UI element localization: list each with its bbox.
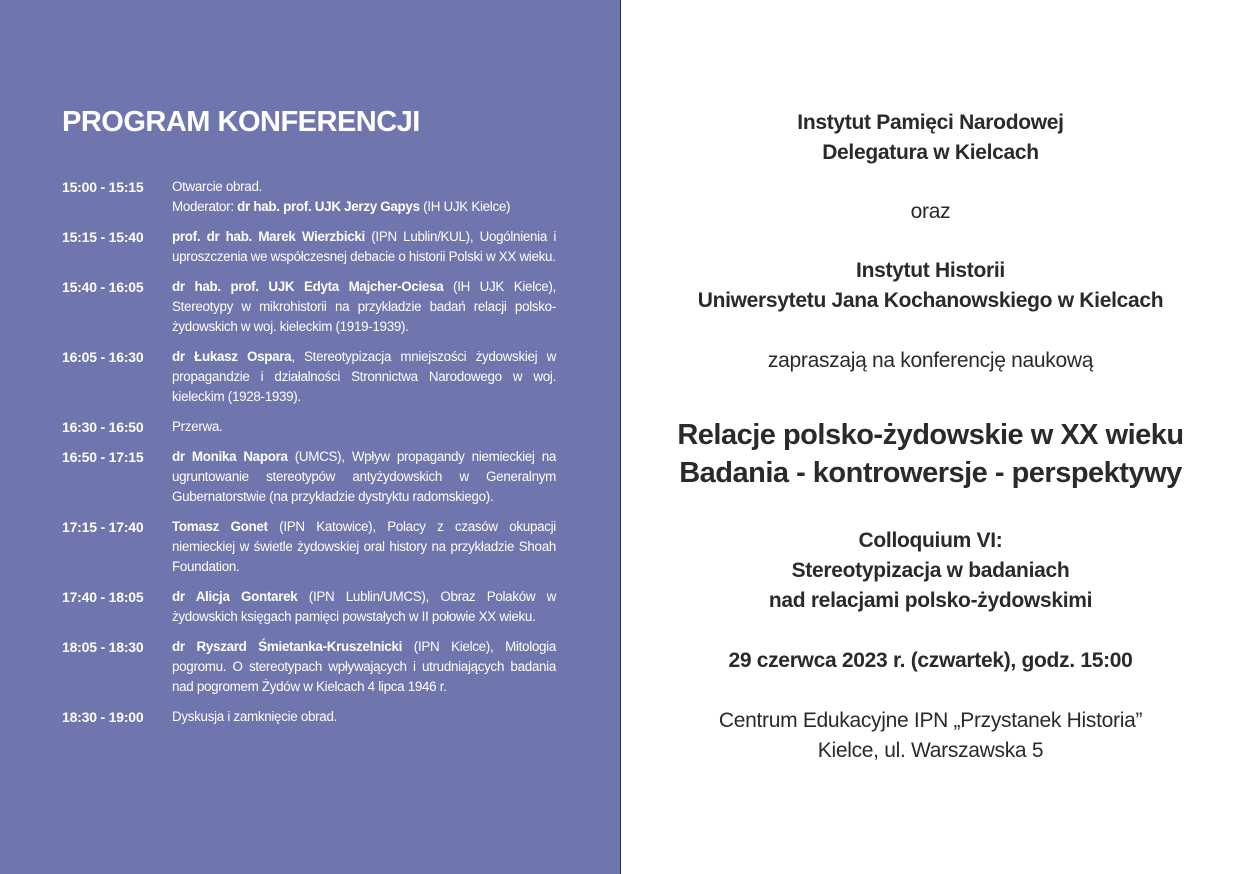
schedule-row xyxy=(62,707,556,727)
schedule-time: 16:05 - 16:30 xyxy=(62,349,144,365)
speaker-name: dr Łukasz Ospara xyxy=(172,349,292,364)
schedule-description xyxy=(172,417,556,437)
schedule-time: 16:30 - 16:50 xyxy=(62,419,144,435)
speaker-name: Tomasz Gonet xyxy=(172,519,268,534)
venue-block xyxy=(621,706,1240,766)
organizer-ipn-branch: Delegatura w Kielcach xyxy=(822,141,1039,164)
schedule-row xyxy=(62,517,556,577)
schedule-row xyxy=(62,587,556,627)
colloquium-theme-line1: Stereotypizacja w badaniach xyxy=(791,559,1070,582)
speaker-name: dr Monika Napora xyxy=(172,449,288,464)
description-text: (IH UJK Kielce), Stereotypy w mikrohistorii na przykładzie badań relacji polsko-żydowskich w woj. kieleckim (1919-1939). xyxy=(172,279,556,334)
venue-address: Kielce, ul. Warszawska 5 xyxy=(817,739,1044,762)
schedule-list xyxy=(62,177,556,737)
schedule-row xyxy=(62,277,556,337)
schedule-time: 15:00 - 15:15 xyxy=(62,179,144,195)
schedule-description xyxy=(172,707,556,727)
description-text: Dyskusja i zamknięcie obrad. xyxy=(172,709,338,724)
conjunction-text: oraz xyxy=(910,200,951,223)
description-text: (IH UJK Kielce) xyxy=(419,199,511,214)
description-text: (IPN Lublin/KUL), Uogólnienia i uproszczenia we współczesnej debacie o historii Polski w XX wieku. xyxy=(172,229,556,264)
schedule-description xyxy=(172,637,556,697)
description-text: Otwarcie obrad. xyxy=(172,179,263,194)
conference-subtitle: Badania - kontrowersje - perspektywy xyxy=(679,457,1182,489)
schedule-row xyxy=(62,417,556,437)
schedule-time: 18:05 - 18:30 xyxy=(62,639,144,655)
schedule-time: 17:15 - 17:40 xyxy=(62,519,144,535)
venue-name: Centrum Edukacyjne IPN „Przystanek Historia” xyxy=(718,709,1143,732)
event-date: 29 czerwca 2023 r. (czwartek), godz. 15:00 xyxy=(728,649,1133,672)
description-text: (IPN Katowice), Polacy z czasów okupacji niemieckiej w świetle żydowskiej oral history na przykładzie Shoah Foundation. xyxy=(172,519,556,574)
description-text: , Stereotypizacja mniejszości żydowskiej w propagandzie i działalności Stronnictwa Narodowego w woj. kieleckim (1928-1939). xyxy=(172,349,556,404)
colloquium-theme-line2: nad relacjami polsko-żydowskimi xyxy=(768,589,1093,612)
schedule-row xyxy=(62,177,556,217)
colloquium-number: Colloquium VI: xyxy=(858,529,1003,552)
schedule-description xyxy=(172,177,556,217)
organizer-ipn-name: Instytut Pamięci Narodowej xyxy=(797,111,1064,134)
speaker-name: dr Alicja Gontarek xyxy=(172,589,298,604)
schedule-time: 18:30 - 19:00 xyxy=(62,709,144,725)
invitation-text: zapraszają na konferencję naukową xyxy=(767,349,1094,372)
program-title: PROGRAM KONFERENCJI xyxy=(62,106,420,138)
organizer-ipn xyxy=(621,108,1240,168)
description-text: (UMCS), Wpływ propagandy niemieckiej na ugruntowanie stereotypów antyżydowskich w Generalnym Gubernatorstwie (na przykładzie dystryktu radomskiego). xyxy=(172,449,556,504)
speaker-name: dr Ryszard Śmietanka-Kruszelnicki xyxy=(172,639,403,654)
schedule-row xyxy=(62,637,556,697)
schedule-time: 16:50 - 17:15 xyxy=(62,449,144,465)
speaker-name: dr hab. prof. UJK Edyta Majcher-Ociesa xyxy=(172,279,444,294)
schedule-time: 17:40 - 18:05 xyxy=(62,589,144,605)
organizer-ujk xyxy=(621,256,1240,316)
description-text: (IPN Kielce), Mitologia pogromu. O stereotypach wpływających i utrudniających badania nad pogromem Żydów w Kielcach 4 lipca 1946 r. xyxy=(172,639,556,694)
conference-title xyxy=(621,416,1240,492)
schedule-time: 15:15 - 15:40 xyxy=(62,229,144,245)
schedule-row xyxy=(62,227,556,267)
schedule-time: 15:40 - 16:05 xyxy=(62,279,144,295)
schedule-description xyxy=(172,447,556,507)
schedule-description xyxy=(172,587,556,627)
organizer-ujk-institute: Instytut Historii xyxy=(856,259,1005,282)
description-text: Moderator: xyxy=(172,199,238,214)
conference-title-line1: Relacje polsko-żydowskie w XX wieku xyxy=(677,419,1184,451)
schedule-row xyxy=(62,347,556,407)
speaker-name: prof. dr hab. Marek Wierzbicki xyxy=(172,229,365,244)
description-text: Przerwa. xyxy=(172,419,223,434)
schedule-description xyxy=(172,227,556,267)
invitation-panel xyxy=(621,0,1240,874)
speaker-name: dr hab. prof. UJK Jerzy Gapys xyxy=(237,199,420,214)
organizer-ujk-university: Uniwersytetu Jana Kochanowskiego w Kielcach xyxy=(697,289,1164,312)
schedule-row xyxy=(62,447,556,507)
colloquium-block xyxy=(621,526,1240,616)
schedule-description xyxy=(172,277,556,337)
schedule-description xyxy=(172,347,556,407)
schedule-description xyxy=(172,517,556,577)
description-text: (IPN Lublin/UMCS), Obraz Polaków w żydowskich księgach pamięci powstałych w II połowie XX wieku. xyxy=(172,589,556,624)
